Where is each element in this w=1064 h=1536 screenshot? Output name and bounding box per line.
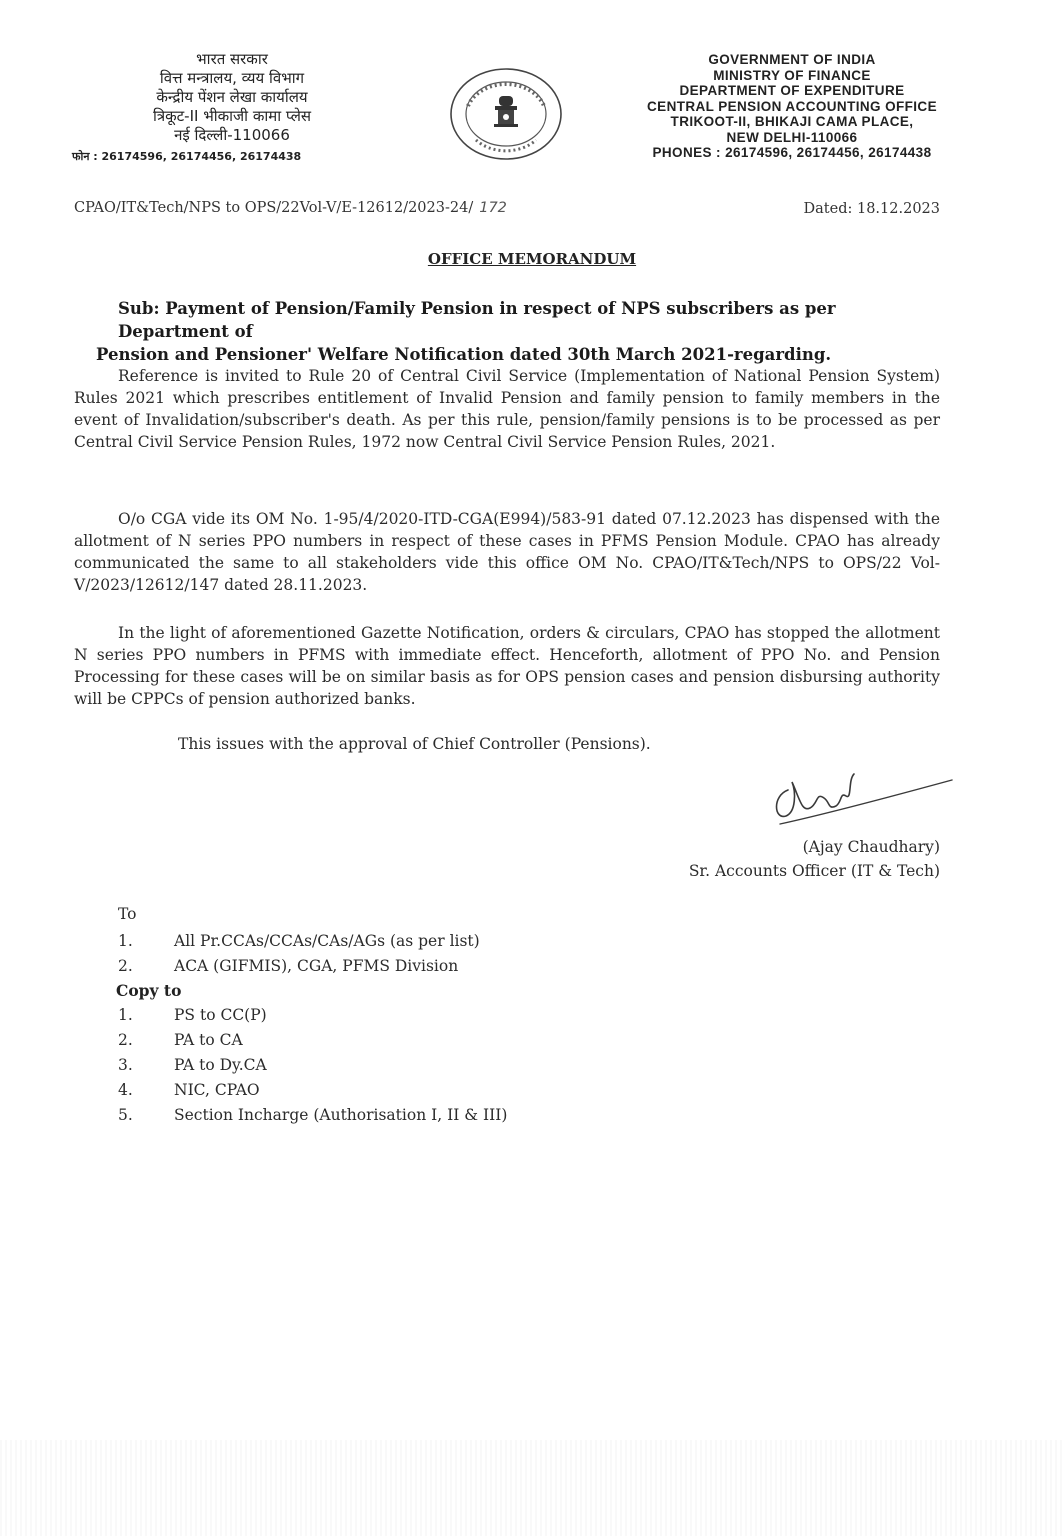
item-text: PS to CC(P) — [174, 1006, 267, 1024]
office-seal-icon — [448, 66, 564, 162]
subject-line-1: Sub: Payment of Pension/Family Pension in respect of NPS subscribers as per Department of — [118, 299, 836, 341]
to-list — [118, 929, 480, 979]
list-item — [118, 1078, 507, 1103]
item-number: 3. — [118, 1056, 133, 1074]
reference-text: CPAO/IT&Tech/NPS to OPS/22Vol-V/E-12612/2023-24/ — [74, 200, 474, 216]
item-text: ACA (GIFMIS), CGA, PFMS Division — [174, 957, 459, 975]
reference-number — [74, 200, 507, 216]
signatory-designation: Sr. Accounts Officer (IT & Tech) — [688, 862, 940, 880]
item-text: NIC, CPAO — [174, 1081, 260, 1099]
scan-noise — [0, 1440, 1064, 1536]
english-line: NEW DELHI-110066 — [726, 129, 858, 145]
english-line: GOVERNMENT OF INDIA — [708, 52, 876, 67]
hindi-line: भारत सरकार — [196, 50, 268, 68]
paragraph-3: In the light of aforementioned Gazette Notification, orders & circulars, CPAO has stopped the allotment N series PPO numbers in PFMS with immediate effect. Henceforth, allotment of PPO No. and Pension Processing for these cases will be on similar basis as for OPS pension cases and pension disbursing authority will be CPPCs of pension authorized banks. — [74, 624, 940, 708]
item-number: 2. — [118, 957, 133, 975]
date: Dated: 18.12.2023 — [803, 201, 940, 217]
item-text: PA to Dy.CA — [174, 1056, 267, 1074]
list-item — [118, 1053, 507, 1078]
memo-title: OFFICE MEMORANDUM — [427, 250, 637, 268]
paragraph-1: Reference is invited to Rule 20 of Central Civil Service (Implementation of National Pension System) Rules 2021 which prescribes entitlement of Invalid Pension and family pension to family members in the event of Invalidation/subscriber's death. As per this rule, pension/family pensions is to be processed as per Central Civil Service Pension Rules, 1972 now Central Civil Service Pension Rules, 2021. — [74, 367, 940, 451]
item-text: PA to CA — [174, 1031, 243, 1049]
list-item — [118, 1028, 507, 1053]
hindi-line: नई दिल्ली-110066 — [174, 126, 290, 144]
english-line: TRIKOOT-II, BHIKAJI CAMA PLACE, — [670, 114, 914, 129]
paragraph-2: O/o CGA vide its OM No. 1-95/4/2020-ITD-CGA(E994)/583-91 dated 07.12.2023 has dispensed with the allotment of N series PPO numbers in respect of these cases in PFMS Pension Module. CPAO has already communicated the same to all stakeholders vide this office OM No. CPAO/IT&Tech/NPS to OPS/22 Vol-V/2023/12612/147 dated 28.11.2023. — [74, 510, 940, 594]
hindi-line: केन्द्रीय पेंशन लेखा कार्यालय — [156, 88, 308, 106]
english-line: MINISTRY OF FINANCE — [713, 67, 871, 83]
item-number: 5. — [118, 1106, 133, 1124]
item-number: 1. — [118, 1006, 133, 1024]
item-text: Section Incharge (Authorisation I, II & III) — [174, 1106, 508, 1124]
english-line: DEPARTMENT OF EXPENDITURE — [679, 83, 905, 98]
list-item — [118, 929, 480, 954]
item-number: 2. — [118, 1031, 133, 1049]
hindi-line: वित्त मन्त्रालय, व्यय विभाग — [159, 69, 305, 87]
hindi-phones: फोन : 26174596, 26174456, 26174438 — [72, 150, 302, 163]
signature-icon — [766, 762, 956, 834]
list-item — [118, 954, 480, 979]
item-number: 1. — [118, 932, 133, 950]
copy-to-list — [118, 1003, 507, 1128]
subject — [96, 297, 948, 366]
list-item — [118, 1003, 507, 1028]
copy-to-label: Copy to — [116, 981, 182, 1000]
handwritten-number: 172 — [479, 200, 507, 216]
signatory — [689, 835, 940, 883]
item-number: 4. — [118, 1081, 133, 1099]
english-phones: PHONES : 26174596, 26174456, 26174438 — [652, 145, 932, 160]
signatory-name: (Ajay Chaudhary) — [802, 838, 940, 856]
approval-line: This issues with the approval of Chief Controller (Pensions). — [178, 735, 651, 753]
hindi-line: त्रिकूट-II भीकाजी कामा प्लेस — [152, 107, 312, 125]
to-label: To — [118, 905, 137, 923]
memo-title-wrap — [0, 249, 1064, 268]
item-text: All Pr.CCAs/CCAs/CAs/AGs (as per list) — [174, 932, 480, 950]
list-item — [118, 1103, 507, 1128]
english-line: CENTRAL PENSION ACCOUNTING OFFICE — [647, 98, 937, 114]
hindi-letterhead — [72, 50, 392, 166]
subject-line-2: Pension and Pensioner' Welfare Notification dated 30th March 2021-regarding. — [96, 345, 832, 364]
english-letterhead — [596, 52, 988, 161]
